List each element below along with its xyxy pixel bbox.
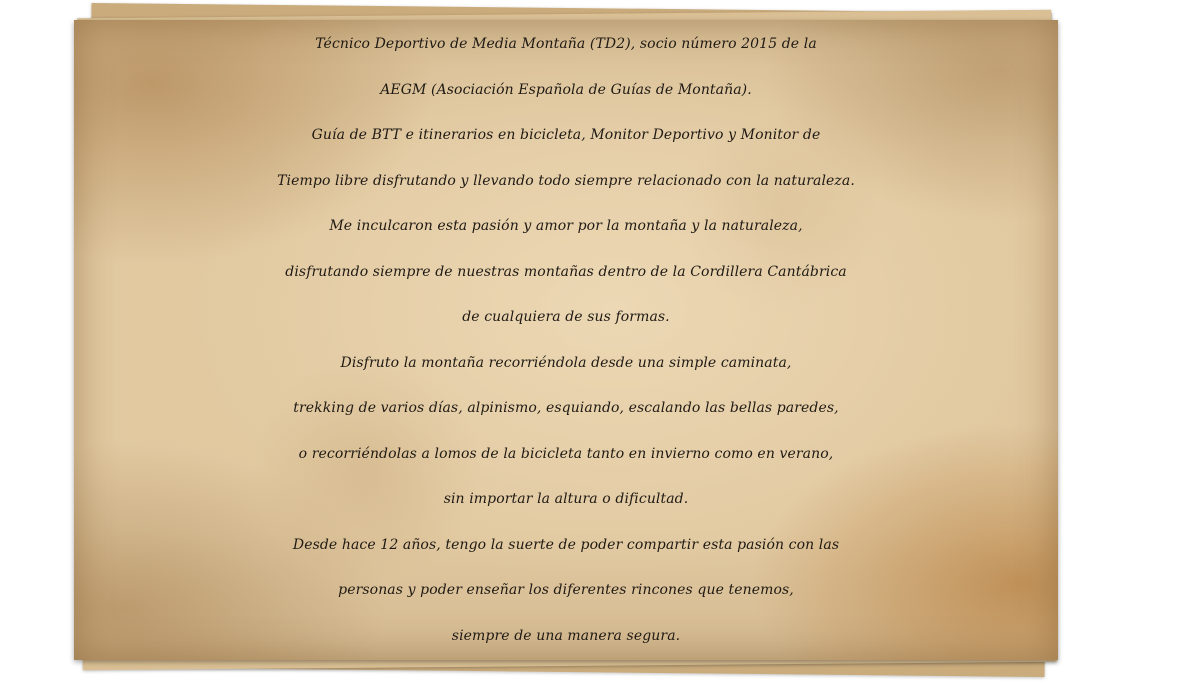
text-line: Guía de BTT e itinerarios en bicicleta, Monitor Deportivo y Monitor de xyxy=(311,127,821,143)
text-line: Me inculcaron esta pasión y amor por la montaña y la naturaleza, xyxy=(329,218,803,234)
text-line: sin importar la altura o dificultad. xyxy=(443,491,689,507)
text-line: Tiempo libre disfrutando y llevando todo siempre relacionado con la naturaleza. xyxy=(277,172,855,189)
text-line: de cualquiera de sus formas. xyxy=(462,309,670,325)
text-line: personas y poder enseñar los diferentes rincones que tenemos, xyxy=(338,582,794,598)
text-line: Técnico Deportivo de Media Montaña (TD2), socio número 2015 de la xyxy=(315,36,817,52)
text-line: Desde hace 12 años, tengo la suerte de poder compartir esta pasión con las xyxy=(292,536,840,553)
text-line: Disfruto la montaña recorriéndola desde una simple caminata, xyxy=(340,354,792,371)
text-line: disfrutando siempre de nuestras montañas dentro de la Cordillera Cantábrica xyxy=(285,263,847,280)
text-line: o recorriéndolas a lomos de la bicicleta tanto en invierno como en verano, xyxy=(298,445,834,462)
text-line: trekking de varios días, alpinismo, esquiando, escalando las bellas paredes, xyxy=(293,400,839,416)
text-line: siempre de una manera segura. xyxy=(451,627,681,644)
text-line: AEGM (Asociación Española de Guías de Montaña). xyxy=(380,81,752,98)
biography-text xyxy=(74,20,1058,660)
